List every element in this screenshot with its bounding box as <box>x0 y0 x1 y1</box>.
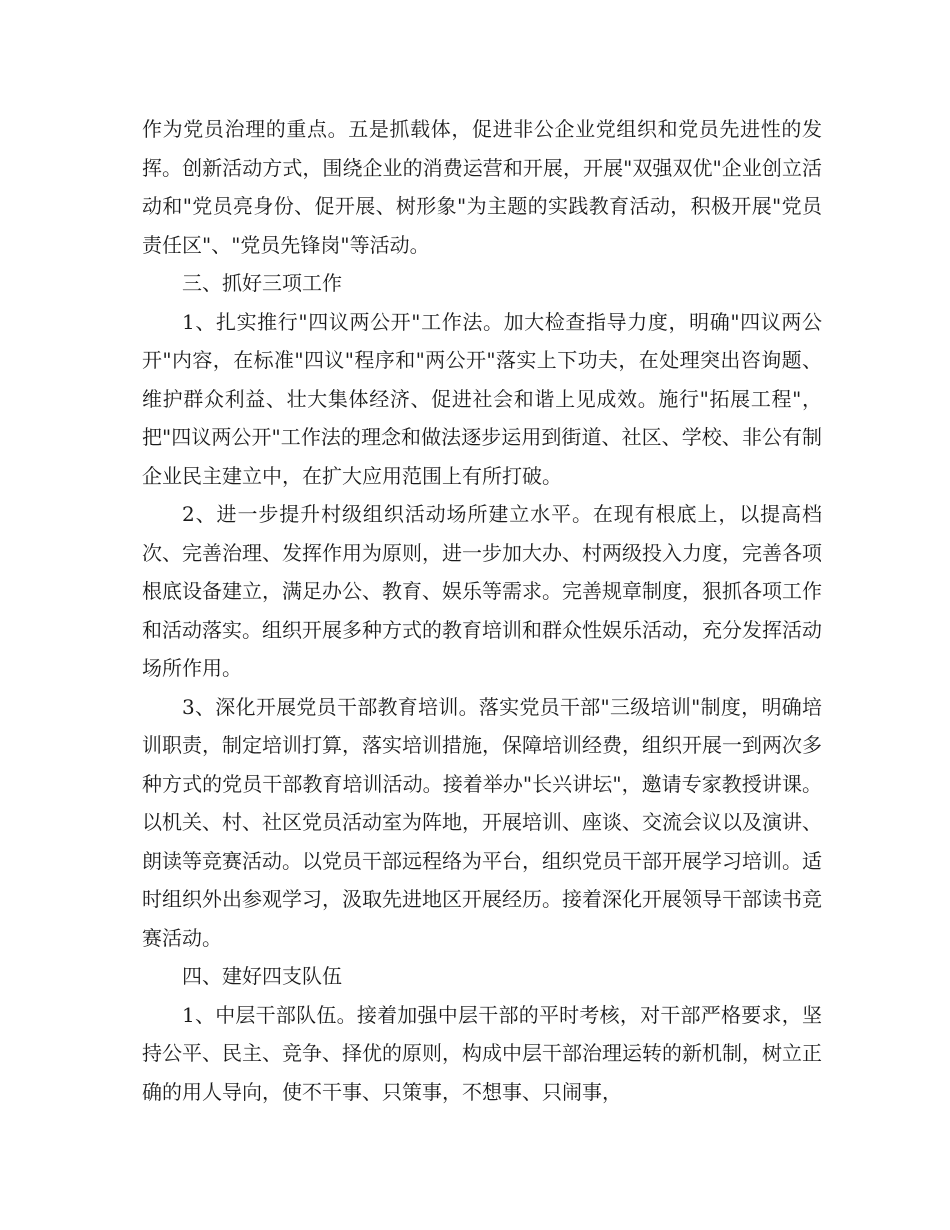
heading-section-3: 三、抓好三项工作 <box>182 271 342 295</box>
paragraph-1: 作为党员治理的重点。五是抓载体，促进非公企业党组织和党员先进性的发挥。创新活动方式，围绕企业的消费运营和开展，开展"双强双优"企业创立活动和"党员亮身份、促开展、树形象"为主题的实践教育活动，积极开展"党员责任区"、"党员先锋岗"等活动。 <box>142 117 822 257</box>
document-body <box>142 110 822 1111</box>
paragraph-3-2: 2、进一步提升村级组织活动场所建立水平。在现有根底上，以提高档次、完善治理、发挥作用为原则，进一步加大办、村两级投入力度，完善各项根底设备建立，满足办公、教育、娱乐等需求。完善规章制度，狠抓各项工作和活动落实。组织开展多种方式的教育培训和群众性娱乐活动，充分发挥活动场所作用。 <box>142 502 822 680</box>
paragraph-3-3: 3、深化开展党员干部教育培训。落实党员干部"三级培训"制度，明确培训职责，制定培训打算，落实培训措施，保障培训经费，组织开展一到两次多种方式的党员干部教育培训活动。接着举办"长兴讲坛"，邀请专家教授讲课。以机关、村、社区党员活动室为阵地，开展培训、座谈、交流会议以及演讲、朗读等竞赛活动。以党员干部远程络为平台，组织党员干部开展学习培训。适时组织外出参观学习，汲取先进地区开展经历。接着深化开展领导干部读书竞赛活动。 <box>142 694 822 950</box>
paragraph-3-1: 1、扎实推行"四议两公开"工作法。加大检查指导力度，明确"四议两公开"内容，在标准"四议"程序和"两公开"落实上下功夫，在处理突出咨询题、维护群众利益、壮大集体经济、促进社会和谐上见成效。施行"拓展工程"，把"四议两公开"工作法的理念和做法逐步运用到街道、社区、学校、非公有制企业民主建立中，在扩大应用范围上有所打破。 <box>142 309 822 488</box>
heading-section-4: 四、建好四支队伍 <box>182 964 342 988</box>
paragraph-4-1: 1、中层干部队伍。接着加强中层干部的平时考核，对干部严格要求，坚持公平、民主、竞争、择优的原则，构成中层干部治理运转的新机制，树立正确的用人导向，使不干事、只策事，不想事、只闹事， <box>142 1002 822 1104</box>
